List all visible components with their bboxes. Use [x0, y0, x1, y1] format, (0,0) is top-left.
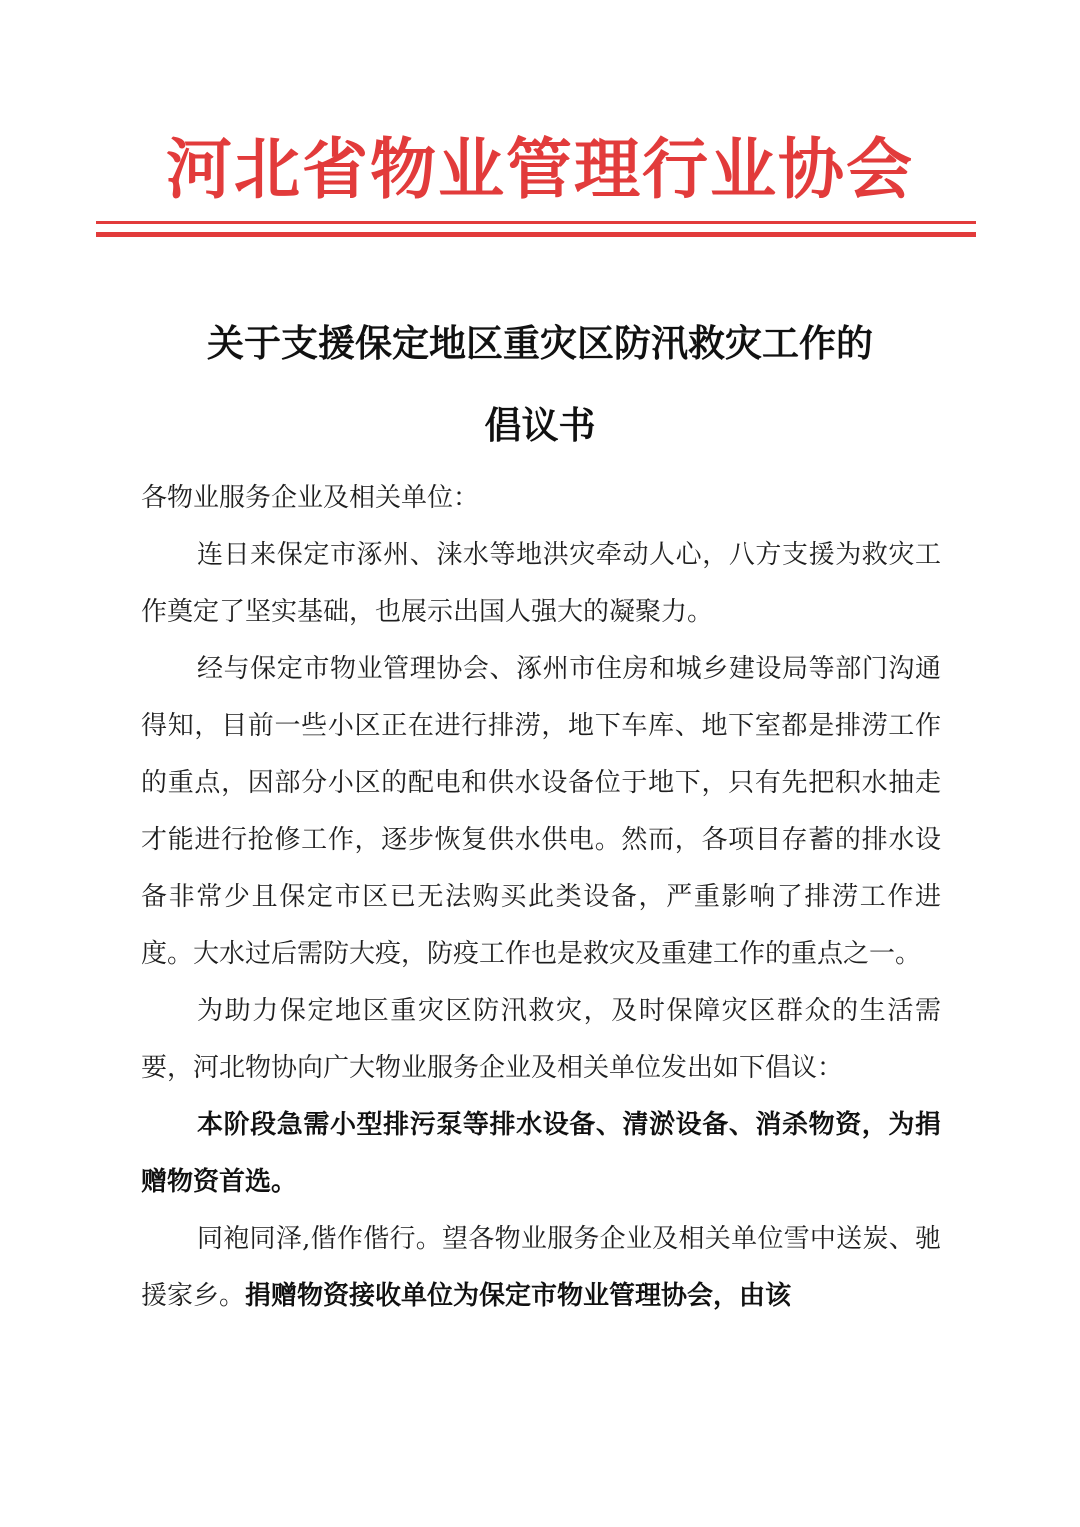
paragraph-5-emphasis: 捐赠物资接收单位为保定市物业管理协会，由该 — [245, 1281, 792, 1311]
document-title-line-2: 倡议书 — [484, 403, 596, 447]
paragraph-1: 连日来保定市涿州、涞水等地洪灾牵动人心，八方支援为救灾工作奠定了坚实基础，也展示出国人强大的凝聚力。 — [141, 540, 941, 627]
paragraph-4-emphasis: 本阶段急需小型排污泵等排水设备、清淤设备、消杀物资，为捐赠物资首选。 — [141, 1110, 941, 1197]
letterhead-rule-upper — [96, 221, 976, 224]
paragraph-2: 经与保定市物业管理协会、涿州市住房和城乡建设局等部门沟通得知，目前一些小区正在进行排涝，地下车库、地下室都是排涝工作的重点，因部分小区的配电和供水设备位于地下，只有先把积水抽走才能进行抢修工作，逐步恢复供水供电。然而，各项目存蓄的排水设备非常少且保定市区已无法购买此类设备，严重影响了排涝工作进度。大水过后需防大疫，防疫工作也是救灾及重建工作的重点之一。 — [141, 654, 941, 969]
document-body — [141, 470, 941, 1325]
paragraph-5-text: 同袍同泽,偕作偕行。望各物业服务企业及相关单位雪中送炭、驰援家乡。 — [141, 1224, 941, 1311]
salutation: 各物业服务企业及相关单位： — [141, 483, 480, 513]
letterhead-org-name: 河北省物业管理行业协会 — [166, 131, 914, 208]
paragraph-5 — [141, 1211, 941, 1325]
paragraph-3: 为助力保定地区重灾区防汛救灾，及时保障灾区群众的生活需要，河北物协向广大物业服务企业及相关单位发出如下倡议： — [141, 996, 941, 1083]
letterhead-rule-lower — [96, 232, 976, 237]
document-title-line-1: 关于支援保定地区重灾区防汛救灾工作的 — [207, 321, 873, 365]
